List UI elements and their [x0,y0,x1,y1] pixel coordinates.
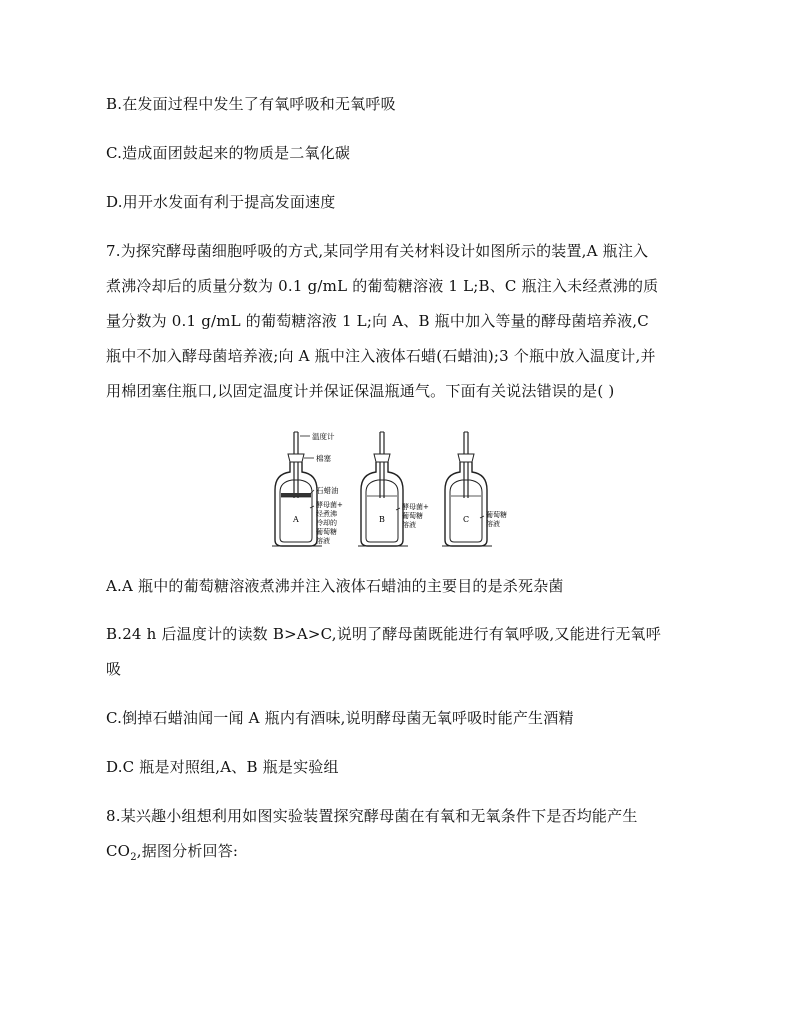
q8-stem-line-1: 8.某兴趣小组想利用如图实验装置探究酵母菌在有氧和无氧条件下是否均能产生 [106,807,638,825]
q6-option-b: B.在发面过程中发生了有氧呼吸和无氧呼吸 [106,95,396,113]
q6-option-c: C.造成面团鼓起来的物质是二氧化碳 [106,144,351,162]
q7-option-a: A.A 瓶中的葡萄糖溶液煮沸并注入液体石蜡油的主要目的是杀死杂菌 [106,577,564,595]
b-contents-line-1: 酵母菌+ [402,503,429,511]
b-contents-line-2: 葡萄糖 [402,512,423,520]
q7-option-b-line-1: B.24 h 后温度计的读数 B>A>C,说明了酵母菌既能进行有氧呼吸,又能进行无氧呼 [106,625,661,643]
bottle-c-label: C [463,515,470,524]
q7-stem-line-5: 用棉团塞住瓶口,以固定温度计并保证保温瓶通气。下面有关说法错误的是( ) [106,382,615,400]
label-thermometer: 温度计 [312,432,335,441]
q6-option-d: D.用开水发面有利于提高发面速度 [106,193,336,211]
bottle-a-outline [275,462,317,546]
bottle-c-outline [445,462,487,546]
bottle-a [272,432,322,546]
bottles-diagram [270,428,530,558]
bottle-c [442,432,507,546]
q7-stem-line-3: 量分数为 0.1 g/mL 的葡萄糖溶液 1 L;向 A、B 瓶中加入等量的酵母菌培养液,C [106,312,649,330]
q8-line-2-suffix: ,据图分析回答: [136,842,239,860]
bottle-a-label: A [293,515,299,524]
b-contents-line-3: 溶液 [402,521,416,529]
c-contents-line-1: 葡萄糖 [486,511,507,519]
q7-option-c: C.倒掉石蜡油闻一闻 A 瓶内有酒味,说明酵母菌无氧呼吸时能产生酒精 [106,709,574,727]
label-cotton-plug: 棉塞 [316,454,331,463]
bottle-b [358,432,429,546]
co2-prefix: CO [106,842,131,860]
label-paraffin: 石蜡油 [316,486,339,495]
bottle-b-outline [361,462,403,546]
q7-stem-line-2: 煮沸冷却后的质量分数为 0.1 g/mL 的葡萄糖溶液 1 L;B、C 瓶注入未经煮沸的质 [106,277,659,295]
figure-labels [300,431,343,545]
plug-c [458,454,474,462]
q7-option-d: D.C 瓶是对照组,A、B 瓶是实验组 [106,758,339,776]
q7-stem-line-1: 7.为探究酵母菌细胞呼吸的方式,某同学用有关材料设计如图所示的装置,A 瓶注入 [106,242,649,260]
plug-b [374,454,390,462]
plug-a [288,454,304,462]
a-contents-line-4: 葡萄糖 [316,528,337,536]
a-contents-line-1: 酵母菌+ [316,501,343,509]
a-contents-line-3: 冷却的 [316,519,337,527]
paraffin-layer [281,493,311,497]
a-contents-line-5: 溶液 [316,537,330,545]
q7-stem-line-4: 瓶中不加入酵母菌培养液;向 A 瓶中注入液体石蜡(石蜡油);3 个瓶中放入温度计,并 [106,347,656,365]
bottles-figure [270,428,530,558]
c-contents-line-2: 溶液 [486,520,500,528]
q7-option-b-line-2: 吸 [106,660,122,678]
bottle-b-label: B [379,515,385,524]
q8-stem-line-2 [106,841,238,861]
a-contents-line-2: 经煮沸 [316,510,337,518]
co2-subscript: 2 [130,852,137,863]
